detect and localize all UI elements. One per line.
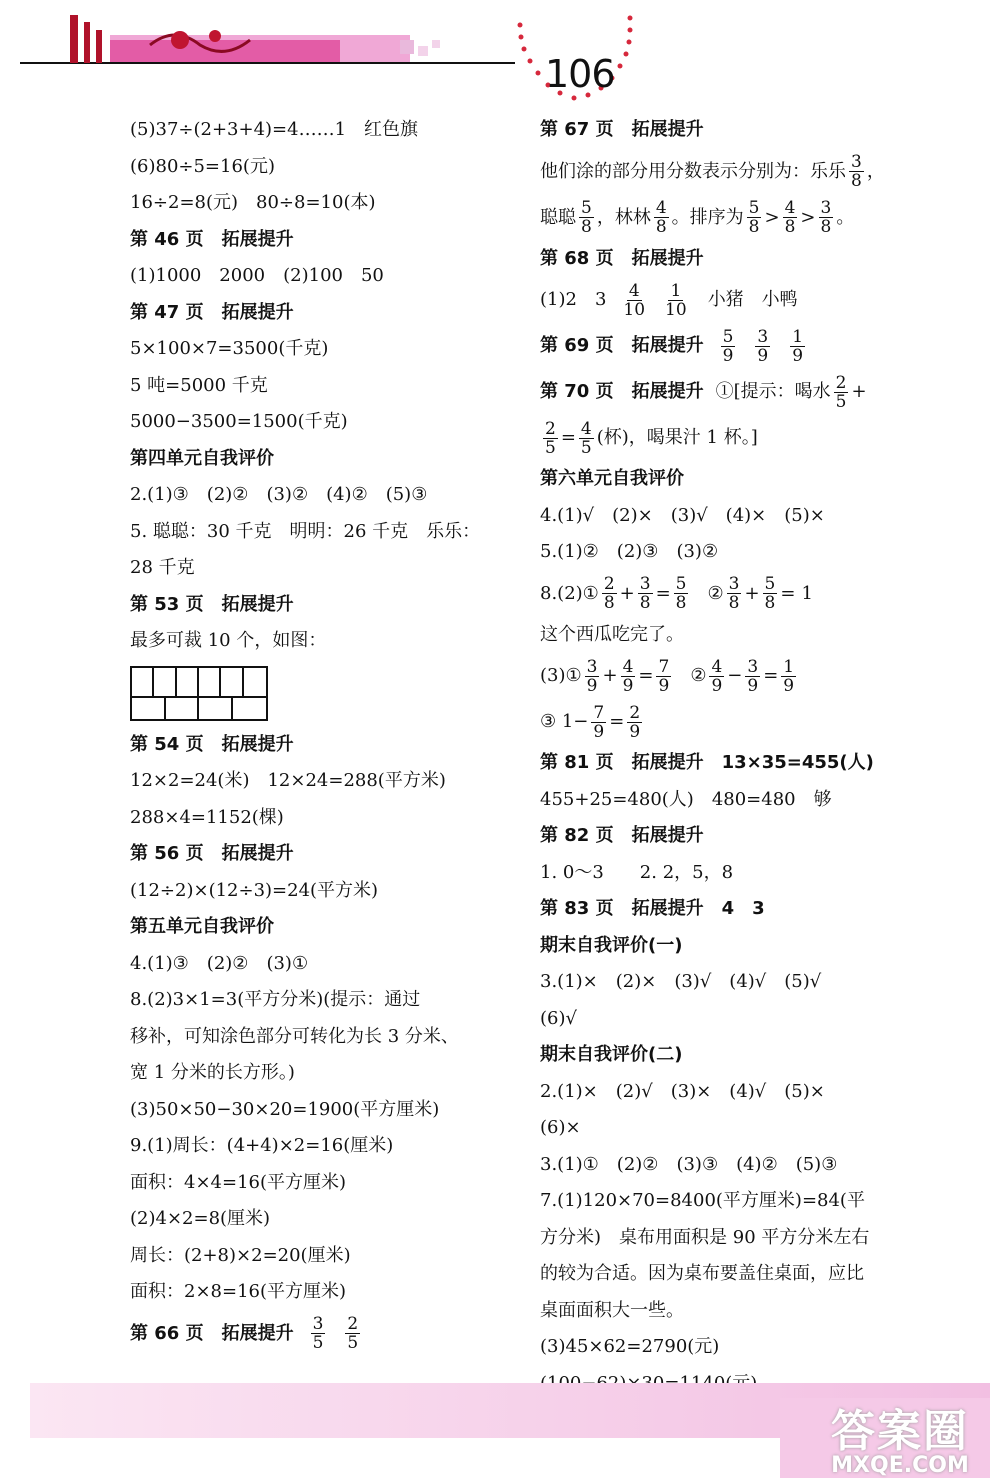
page-number: 106 [545,52,615,96]
fraction: $\frac{3}{9}$ [586,656,598,696]
fraction: $\frac{2}{9}$ [629,702,641,742]
section-heading: 第 66 页 拓展提升 [130,1322,294,1344]
answer-line: (3)45×62=2790(元) [540,1336,720,1357]
answer-line: (1)2 3 $\frac{4}{10}$ $\frac{1}{10}$ 小猪 小鸭 [540,280,798,320]
answer-line: 5. 聪聪：30 千克 明明：26 千克 乐乐： [130,520,481,542]
answer-line: 第 69 页 拓展提升 $\frac{5}{9}$ $\frac{3}{9}$ $\frac{1}{9}$ [540,326,804,366]
cutting-diagram [130,666,268,721]
fraction: $\frac{5}{8}$ [675,574,687,613]
section-heading: 第六单元自我评价 [540,468,684,489]
answer-line: 3.(1)① (2)② (3)③ (4)② (5)③ [540,1153,838,1175]
answer-line: 8.(2)① $\frac{2}{8}$ + $\frac{3}{8}$ = $\frac{5}{8}$ ② $\frac{3}{8}$ + $\frac{5}{8}$ = 1 [540,574,813,613]
fraction: $\frac{4}{8}$ [655,198,667,237]
answer-line: 方分米) 桌布用面积是 90 平方分米左右 [540,1226,870,1248]
fraction: $\frac{5}{8}$ [581,198,592,237]
fraction: $\frac{4}{10}$ [623,280,646,320]
section-heading: 第 56 页 拓展提升 [130,843,294,864]
answer-line: (6)√ [540,1007,577,1029]
fraction: $\frac{5}{9}$ [722,326,734,366]
section-heading: 期末自我评价(二) [540,1044,683,1065]
header-decoration [0,0,1000,110]
answer-line: (6)× [540,1117,581,1138]
answer-line: (3)50×50−30×20=1900(平方厘米) [130,1098,440,1120]
right-column [540,112,940,1402]
answer-line: 4.(1)√ (2)× (3)√ (4)× (5)× [540,504,825,526]
answer-line: (12÷2)×(12÷3)=24(平方米) [130,879,379,901]
fraction: $\frac{3}{8}$ [639,574,651,613]
fraction: $\frac{3}{9}$ [747,656,759,696]
section-heading: 第 53 页 拓展提升 [130,593,294,615]
section-heading: 期末自我评价(一) [540,934,683,956]
fraction: $\frac{7}{9}$ [593,702,605,742]
fraction: $\frac{7}{9}$ [658,656,670,696]
answer-line [130,1311,515,1357]
fraction: $\frac{4}{9}$ [622,656,634,696]
answer-line: 3.(1)× (2)× (3)√ (4)√ (5)√ [540,971,822,992]
answer-line: 9.(1)周长：(4+4)×2=16(厘米) [130,1135,394,1156]
answer-line: 5000−3500=1500(千克) [130,411,348,432]
answer-line: 5.(1)② (2)③ (3)② [540,541,719,562]
answer-line: 最多可裁 10 个，如图： [130,630,327,651]
watermark-logo: 答案圈 [831,1406,969,1457]
left-column [130,112,515,1357]
section-heading: 第 81 页 拓展提升 13×35=455(人) [540,752,874,773]
fraction: $\frac{3}{9}$ [757,326,769,366]
answer-line: 288×4=1152(棵) [130,806,284,828]
answer-line: 周长：(2+8)×2=20(厘米) [130,1244,351,1266]
answer-line: 28 千克 [130,557,195,578]
fraction: $\frac{2}{5}$ [545,418,556,458]
answer-line: $\frac{2}{5}$ = $\frac{4}{5}$ (杯)，喝果汁 1 杯。] [545,418,758,458]
answer-line: 5 吨=5000 千克 [130,374,268,396]
section-heading: 第 82 页 拓展提升 [540,825,704,846]
fraction: $\frac{3}{8}$ [851,152,862,191]
answer-line: 5×100×7=3500(千克) [130,338,329,359]
fraction: $\frac{2}{5}$ [835,372,847,412]
answer-line: 宽 1 分米的长方形。) [130,1062,295,1083]
answer-line: 12×2=24(米) 12×24=288(平方米) [130,770,446,791]
answer-line: 1. 0～3 2. 2，5，8 [540,861,734,883]
answer-line: 面积：4×4=16(平方厘米) [130,1171,347,1193]
fraction: $\frac{3}{8}$ [820,198,832,237]
section-heading: 第 54 页 拓展提升 [130,733,294,755]
answer-line: 桌面面积大一些。 [540,1299,684,1321]
section-heading: 第四单元自我评价 [130,447,274,469]
fraction: $\frac{4}{8}$ [784,198,796,237]
section-heading: 第 67 页 拓展提升 [540,119,704,140]
answer-line: 16÷2=8(元) 80÷8=10(本) [130,192,376,213]
fraction: $\frac{1}{10}$ [665,280,687,320]
section-heading: 第 46 页 拓展提升 [130,228,294,250]
section-heading: 第 68 页 拓展提升 [540,247,704,269]
watermark-url: MXQE.COM [831,1453,969,1478]
fraction: $\frac{1}{9}$ [792,326,804,366]
answer-line: 第 70 页 拓展提升 ①[提示：喝水 $\frac{2}{5}$ + [540,372,867,412]
answer-line: 聪聪 $\frac{5}{8}$ ，林林 $\frac{4}{8}$ 。排序为 $\frac{5}{8}$ > $\frac{4}{8}$ > $\frac{3}{8}$ 。 [540,198,855,237]
fraction: $\frac{2}{8}$ [603,574,615,613]
fraction: $\frac{3}{5}$ [312,1314,324,1353]
section-heading: 第五单元自我评价 [130,916,274,937]
answer-line: 2.(1)③ (2)② (3)② (4)② (5)③ [130,484,428,505]
answer-line: 455+25=480(人) 480=480 够 [540,788,832,810]
fraction: $\frac{5}{8}$ [748,198,760,237]
answer-line: ③ 1− $\frac{7}{9}$ = $\frac{2}{9}$ [540,702,641,742]
fraction: $\frac{1}{9}$ [783,656,795,696]
answer-line: (2)4×2=8(厘米) [130,1208,271,1229]
answer-line: 移补，可知涂色部分可转化为长 3 分米、 [130,1025,459,1047]
answer-line: 4.(1)③ (2)② (3)① [130,952,309,974]
section-heading: 第 83 页 拓展提升 4 3 [540,898,765,919]
answer-line: (1)1000 2000 (2)100 50 [130,265,384,286]
fraction: $\frac{4}{9}$ [711,656,723,696]
fraction: $\frac{4}{5}$ [580,418,592,458]
answer-line: 的较为合适。因为桌布要盖住桌面，应比 [540,1263,864,1284]
answer-line: 这个西瓜吃完了。 [540,623,684,645]
fraction: $\frac{5}{8}$ [764,574,776,613]
fraction: $\frac{3}{8}$ [728,574,740,613]
answer-line: (3)① $\frac{3}{9}$ + $\frac{4}{9}$ = $\frac{7}{9}$ ② $\frac{4}{9}$ − $\frac{3}{9}$ = $\frac{1}{9}$ [540,656,795,696]
answer-line: (5)37÷(2+3+4)=4……1 红色旗 [130,119,419,140]
fraction: $\frac{2}{5}$ [347,1314,359,1353]
watermark [810,1395,990,1478]
section-heading: 第 47 页 拓展提升 [130,301,294,323]
answer-line: 7.(1)120×70=8400(平方厘米)=84(平 [540,1190,865,1211]
answer-line: 8.(2)3×1=3(平方分米)(提示：通过 [130,989,421,1010]
answer-line: 面积：2×8=16(平方厘米) [130,1281,347,1302]
answer-line: 2.(1)× (2)√ (3)× (4)√ (5)× [540,1080,825,1102]
answer-line: (6)80÷5=16(元) [130,155,275,177]
answer-line: 他们涂的部分用分数表示分别为：乐乐 $\frac{3}{8}$ ， [540,152,885,191]
